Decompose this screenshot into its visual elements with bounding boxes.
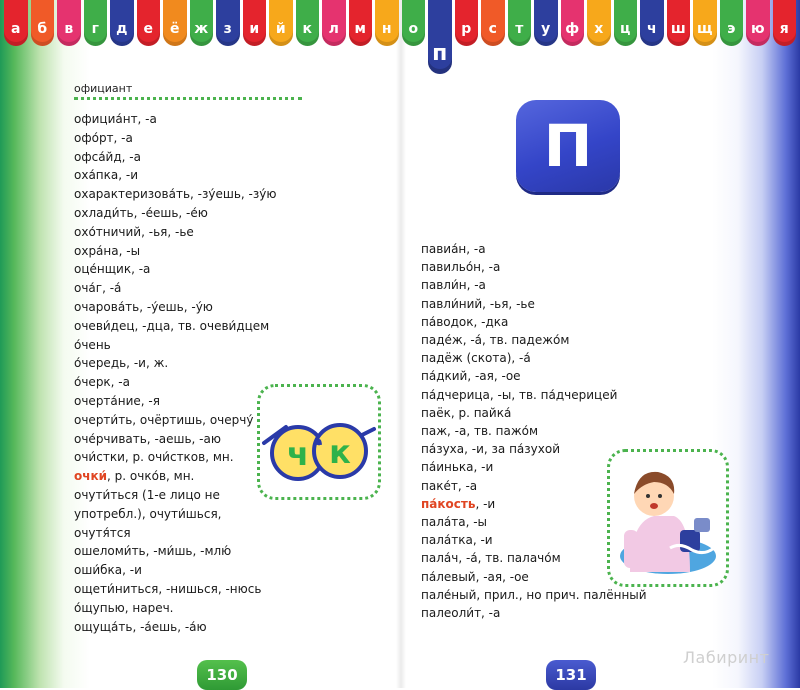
entry-forms: , р. очко́в, мн.: [107, 469, 195, 484]
dictionary-entry: пала́ч, -а́, тв. палачо́м: [421, 551, 561, 566]
dictionary-entry: о́чень: [74, 337, 111, 352]
alphabet-tab: н: [375, 0, 399, 46]
dictionary-entry: оча́г, -а́: [74, 281, 122, 296]
dictionary-entry: пала́тка, -и: [421, 533, 493, 548]
dictionary-entry: очути́ться (1-е лицо не: [74, 488, 220, 502]
dictionary-entry: о́черк, -а: [74, 375, 130, 390]
alphabet-tab: с: [481, 0, 505, 46]
alphabet-tab: я: [773, 0, 797, 46]
dictionary-entry: павиа́н, -а: [421, 242, 486, 256]
dictionary-entry: пале́ный, прил., но прич. палённый: [421, 587, 647, 602]
dictionary-entry: па́инька, -и: [421, 460, 494, 475]
dictionary-entry: употребл.), очути́шься,: [74, 506, 222, 521]
glasses-illustration: [257, 384, 381, 500]
alphabet-tab: ч: [640, 0, 664, 46]
dictionary-entry: павли́н, -а: [421, 278, 486, 293]
letter-badge-label: П: [543, 112, 593, 180]
dictionary-entry: официа́нт, -а: [74, 112, 157, 126]
dictionary-entry: охарактеризова́ть, -зу́ешь, -зу́ю: [74, 187, 277, 202]
alphabet-tabs: [0, 0, 800, 80]
girl-illustration: [607, 449, 729, 587]
letter-badge: [516, 100, 620, 192]
dictionary-entry: очерти́ть, очёртишь, очерчу́: [74, 412, 254, 427]
alphabet-tab: л: [322, 0, 346, 46]
dictionary-entry: охо́тничий, -ья, -ье: [74, 224, 194, 239]
dictionary-entry: паёк, р. пайка́: [421, 405, 512, 420]
alphabet-tab: ф: [561, 0, 585, 46]
alphabet-tab: у: [534, 0, 558, 46]
dictionary-entry: паж, -а, тв. пажо́м: [421, 424, 539, 438]
alphabet-tab: ц: [614, 0, 638, 46]
page-number-right: 131: [546, 660, 596, 690]
alphabet-tab: и: [243, 0, 267, 46]
alphabet-tab: р: [455, 0, 479, 46]
dictionary-entry: палеоли́т, -а: [421, 606, 501, 620]
alphabet-tab: й: [269, 0, 293, 46]
alphabet-tab: д: [110, 0, 134, 46]
dictionary-entry: очи́стки, р. очи́стков, мн.: [74, 450, 234, 465]
dictionary-entry: оче́рчивать, -аешь, -аю: [74, 431, 221, 446]
dictionary-entry: очерта́ние, -я: [74, 394, 160, 408]
dictionary-entry: ошеломи́ть, -ми́шь, -млю́: [74, 544, 232, 559]
dictionary-entry: оши́бка, -и: [74, 563, 142, 578]
alphabet-tab: з: [216, 0, 240, 46]
dictionary-entry: охлади́ть, -е́ешь, -е́ю: [74, 206, 208, 220]
dictionary-entry: ощуща́ть, -а́ешь, -а́ю: [74, 619, 207, 634]
dictionary-entry: па́левый, -ая, -ое: [421, 569, 529, 584]
dictionary-entry: о́чередь, -и, ж.: [74, 356, 169, 371]
dictionary-entry: ощети́ниться, -нишься, -нюсь: [74, 582, 262, 596]
dictionary-entry: офо́рт, -а: [74, 130, 133, 145]
dictionary-entry: па́дкий, -ая, -ое: [421, 369, 521, 384]
alphabet-tab: а: [4, 0, 28, 46]
alphabet-tab: е: [137, 0, 161, 46]
alphabet-tab: ш: [667, 0, 691, 46]
dictionary-entry: очеви́дец, -дца, тв. очеви́дцем: [74, 318, 270, 333]
dictionary-entry: па́зуха, -и, за па́зухой: [421, 442, 560, 457]
alphabet-tab: о: [402, 0, 426, 46]
alphabet-tab: б: [31, 0, 55, 46]
alphabet-tab: т: [508, 0, 532, 46]
dictionary-entry: паке́т, -а: [421, 478, 478, 493]
dotted-divider: [74, 97, 302, 100]
book-spine: [396, 0, 406, 688]
entry-forms: , -и: [475, 496, 496, 511]
dictionary-entry: охра́на, -ы: [74, 243, 141, 258]
alphabet-tab: э: [720, 0, 744, 46]
alphabet-tab: г: [84, 0, 108, 46]
dictionary-entry: падёж (скота), -а́: [421, 351, 531, 366]
alphabet-tab: в: [57, 0, 81, 46]
alphabet-tab: к: [296, 0, 320, 46]
highlighted-word: очки́: [74, 469, 108, 484]
dictionary-entry: паде́ж, -а́, тв. падежо́м: [421, 333, 570, 347]
dictionary-entry: па́дчерица, -ы, тв. па́дчерицей: [421, 387, 618, 402]
alphabet-tab: щ: [693, 0, 717, 46]
watermark-logo: Лабиринт: [683, 648, 770, 667]
dictionary-entry: па́водок, -дка: [421, 314, 509, 329]
page-number-left: 130: [197, 660, 247, 690]
svg-text:ч: ч: [287, 435, 309, 473]
dictionary-entry: павильо́н, -а: [421, 260, 501, 275]
dictionary-entry: очарова́ть, -у́ешь, -у́ю: [74, 300, 213, 314]
alphabet-tab: ё: [163, 0, 187, 46]
alphabet-tab: ю: [746, 0, 770, 46]
alphabet-tab: ж: [190, 0, 214, 46]
alphabet-tab: п: [428, 0, 452, 74]
running-head: официант: [74, 82, 133, 95]
dictionary-entry: оце́нщик, -а: [74, 262, 151, 277]
highlighted-word: па́кость: [421, 496, 476, 511]
dictionary-entry: [74, 469, 194, 483]
alphabet-tab: м: [349, 0, 373, 46]
dictionary-entry: очутя́тся: [74, 525, 131, 540]
dictionary-entry: павли́ний, -ья, -ье: [421, 296, 535, 311]
dictionary-entry: оха́пка, -и: [74, 168, 139, 183]
dictionary-entry: [421, 497, 495, 511]
dictionary-entry: о́щупью, нареч.: [74, 600, 174, 615]
dictionary-entry: пала́та, -ы: [421, 515, 487, 529]
alphabet-tab: х: [587, 0, 611, 46]
svg-text:к: к: [329, 433, 351, 471]
dictionary-entry: офса́йд, -а: [74, 149, 141, 164]
